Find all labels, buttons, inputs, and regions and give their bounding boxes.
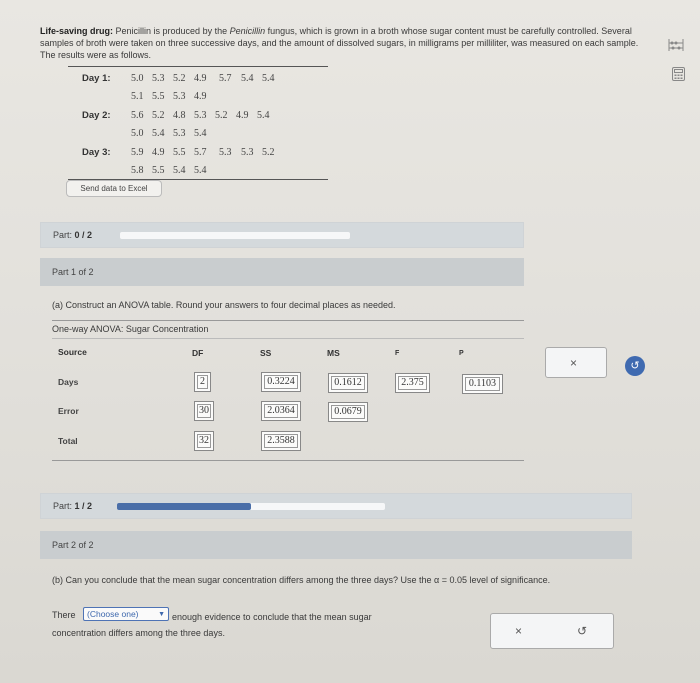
col-source: Source xyxy=(58,347,87,357)
value: 5.2 xyxy=(152,110,165,121)
error-ms-input[interactable]: 0.0679 xyxy=(328,402,368,422)
clear-button[interactable]: × xyxy=(570,356,578,370)
select-value: (Choose one) xyxy=(87,609,139,619)
clear-button[interactable]: × xyxy=(515,624,523,638)
value: 4.9 xyxy=(236,110,249,121)
part-2-action-box xyxy=(490,613,614,649)
calculator-icon[interactable] xyxy=(670,67,686,81)
day-1-row-2 xyxy=(131,91,215,102)
col-f: F xyxy=(395,350,400,357)
value: 5.3 xyxy=(152,73,165,84)
value: 5.7 xyxy=(194,147,207,158)
progress-track xyxy=(117,503,385,510)
part-2-title: Part 2 of 2 xyxy=(52,540,94,550)
value: 5.1 xyxy=(131,91,144,102)
row-total-label: Total xyxy=(58,436,78,446)
part-2-question: (b) Can you conclude that the mean sugar concentration differs among the three days? Use the α = 0.05 level of significance. xyxy=(52,575,551,585)
value: 5.4 xyxy=(194,165,207,176)
divider xyxy=(52,338,524,339)
intro-italic: Penicillin xyxy=(229,26,266,36)
error-ss-input[interactable]: 2.0364 xyxy=(261,401,301,421)
value: 5.7 xyxy=(219,73,232,84)
value: 5.6 xyxy=(131,110,144,121)
days-p-input[interactable]: 0.1103 xyxy=(462,374,503,394)
part-2-answer-prefix: There xyxy=(52,610,76,620)
col-ss: SS xyxy=(260,348,272,358)
undo-button[interactable]: ↺ xyxy=(577,624,588,638)
day-3-row-1 xyxy=(131,147,283,158)
day-1-row-1 xyxy=(131,73,283,84)
value: 5.4 xyxy=(257,110,270,121)
part-progress-label xyxy=(53,230,92,240)
value: 5.4 xyxy=(152,128,165,139)
value: 5.3 xyxy=(219,147,232,158)
intro-text-1: Penicillin is produced by the xyxy=(113,26,230,36)
undo-button[interactable]: ↺ xyxy=(625,356,645,376)
row-days-label: Days xyxy=(58,377,79,387)
progress-track xyxy=(120,232,350,239)
value: 4.8 xyxy=(173,110,186,121)
part-label: Part: xyxy=(53,501,73,511)
value: 5.5 xyxy=(152,91,165,102)
value: 5.0 xyxy=(131,128,144,139)
part-2-header xyxy=(40,531,632,559)
problem-title: Life-saving drug: xyxy=(40,26,114,36)
col-df: DF xyxy=(192,348,204,358)
part-1-header xyxy=(40,258,524,286)
send-to-excel-button[interactable]: Send data to Excel xyxy=(66,180,162,197)
part-count: 0 / 2 xyxy=(74,230,93,240)
value: 5.4 xyxy=(173,165,186,176)
part-progress-bar-2 xyxy=(40,493,632,519)
value: 4.9 xyxy=(152,147,165,158)
value: 4.9 xyxy=(194,91,207,102)
row-error-label: Error xyxy=(58,406,79,416)
day-3-label: Day 3: xyxy=(82,147,111,158)
part-label: Part: xyxy=(53,230,73,240)
part-1-title: Part 1 of 2 xyxy=(52,267,94,277)
abacus-icon[interactable] xyxy=(668,38,684,52)
day-2-row-2 xyxy=(131,128,215,139)
value: 5.0 xyxy=(131,73,144,84)
value: 4.9 xyxy=(194,73,207,84)
days-ss-input[interactable]: 0.3224 xyxy=(261,372,301,392)
value: 5.4 xyxy=(194,128,207,139)
intro-text-2: fungus, which is grown in a broth whose sugar content must be carefully controlled. Several samples of broth were taken on three successive days, and the amount of dissolved sugars, in milligrams per milliliter, was measured on each sample. The results were as follows. xyxy=(40,26,639,60)
part-1-action-box xyxy=(545,347,607,378)
part-progress-label xyxy=(53,501,92,511)
divider xyxy=(52,320,524,321)
problem-intro xyxy=(40,25,640,61)
days-f-input[interactable]: 2.375 xyxy=(395,373,430,393)
value: 5.3 xyxy=(194,110,207,121)
value: 5.3 xyxy=(173,128,186,139)
col-p: P xyxy=(459,350,464,357)
value: 5.2 xyxy=(215,110,228,121)
anova-title: One-way ANOVA: Sugar Concentration xyxy=(52,324,209,334)
value: 5.3 xyxy=(241,147,254,158)
part-2-answer-line2: concentration differs among the three days. xyxy=(52,628,225,638)
part-progress-bar-1 xyxy=(40,222,524,248)
total-ss-input[interactable]: 2.3588 xyxy=(261,431,301,451)
days-df-input[interactable]: 2 xyxy=(194,372,211,392)
day-2-row-1 xyxy=(131,110,278,121)
value: 5.2 xyxy=(173,73,186,84)
day-3-row-2 xyxy=(131,165,215,176)
value: 5.9 xyxy=(131,147,144,158)
total-df-input[interactable]: 32 xyxy=(194,431,214,451)
day-1-label: Day 1: xyxy=(82,73,111,84)
choose-one-select[interactable] xyxy=(83,607,169,621)
value: 5.5 xyxy=(173,147,186,158)
value: 5.4 xyxy=(241,73,254,84)
col-ms: MS xyxy=(327,348,340,358)
days-ms-input[interactable]: 0.1612 xyxy=(328,373,368,393)
part-2-answer-suffix: enough evidence to conclude that the mean sugar xyxy=(172,612,372,622)
value: 5.8 xyxy=(131,165,144,176)
value: 5.3 xyxy=(173,91,186,102)
divider xyxy=(52,460,524,461)
value: 5.5 xyxy=(152,165,165,176)
sugar-data-table xyxy=(68,66,328,180)
error-df-input[interactable]: 30 xyxy=(194,401,214,421)
progress-fill xyxy=(117,503,251,510)
part-1-question: (a) Construct an ANOVA table. Round your answers to four decimal places as needed. xyxy=(52,300,396,310)
day-2-label: Day 2: xyxy=(82,110,111,121)
chevron-down-icon: ▼ xyxy=(158,611,165,618)
value: 5.2 xyxy=(262,147,275,158)
value: 5.4 xyxy=(262,73,275,84)
part-count: 1 / 2 xyxy=(74,501,93,511)
